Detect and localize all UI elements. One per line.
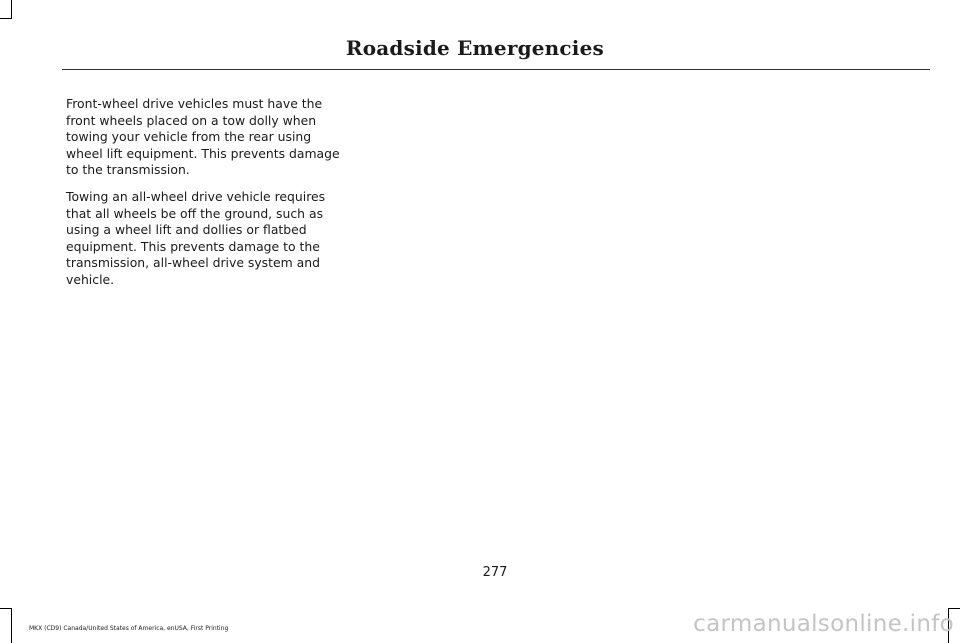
header-divider bbox=[62, 69, 930, 70]
section-title: Roadside Emergencies bbox=[345, 36, 604, 60]
body-text-column bbox=[66, 96, 346, 299]
page-number: 277 bbox=[482, 565, 508, 580]
crop-mark-top-left bbox=[11, 0, 12, 18]
crop-mark-bottom-left bbox=[0, 608, 12, 609]
paragraph-all-wheel-drive: Towing an all-wheel drive vehicle requires that all wheels be off the ground, such as using a wheel lift and dollies or flatbed equipment. This prevents damage to the transmission, all-wheel drive system and vehicle. bbox=[66, 188, 326, 287]
watermark: carmanualsonline.info bbox=[693, 611, 954, 637]
crop-mark-bottom-right bbox=[948, 608, 960, 609]
paragraph-front-wheel-drive: Front-wheel drive vehicles must have the front wheels placed on a tow dolly when towing your vehicle from the rear using wheel lift equipment. This prevents damage to the transmission. bbox=[66, 96, 340, 178]
crop-mark-top-left bbox=[0, 18, 12, 19]
footer-print-note: MKX (CD9) Canada/United States of America, enUSA, First Printing bbox=[29, 625, 229, 632]
crop-mark-bottom-left bbox=[11, 608, 12, 643]
